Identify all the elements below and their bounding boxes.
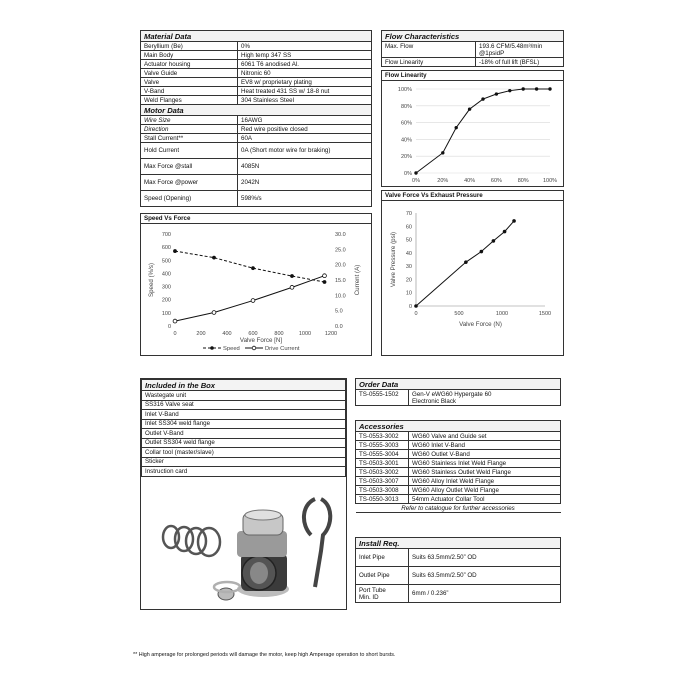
valve-ytick-label: 30 bbox=[405, 264, 412, 271]
order-row bbox=[356, 390, 561, 406]
speed-xtick-label: 0 bbox=[173, 331, 177, 337]
accessories-row bbox=[356, 468, 561, 477]
flow-point bbox=[414, 171, 417, 174]
current-ytick-label: 20.0 bbox=[335, 262, 346, 269]
flow-xtick-label: 80% bbox=[517, 178, 529, 184]
valve-ytick-label: 60 bbox=[405, 224, 412, 231]
speed-force-title: Speed Vs Force bbox=[141, 214, 371, 224]
accessories-value: WG60 Inlet V-Band bbox=[409, 441, 561, 450]
material-row bbox=[141, 87, 372, 96]
accessories-value: WG60 Alloy Outlet Weld Flange bbox=[409, 486, 561, 495]
included-box bbox=[140, 378, 347, 610]
current-ytick-label: 10.0 bbox=[335, 293, 346, 300]
install-key: Outlet Pipe bbox=[356, 567, 409, 585]
speed-point bbox=[323, 280, 327, 284]
flow-ytick-label: 40% bbox=[400, 137, 412, 144]
valve-ytick-label: 70 bbox=[405, 211, 412, 217]
flow-xtick-label: 40% bbox=[464, 178, 476, 184]
accessories-value: WG60 Alloy Inlet Weld Flange bbox=[409, 477, 561, 486]
motor-key: Stall Current** bbox=[141, 134, 238, 143]
legend-speed-marker bbox=[210, 346, 214, 350]
flow-ytick-label: 60% bbox=[400, 120, 412, 127]
valve-point bbox=[503, 230, 507, 234]
material-title: Material Data bbox=[141, 31, 372, 42]
install-row bbox=[356, 549, 561, 567]
install-value: Suits 63.5mm/2.50” OD bbox=[409, 567, 561, 585]
current-point bbox=[212, 311, 216, 315]
motor-key: Wire Size bbox=[141, 116, 238, 125]
motor-value: 60A bbox=[238, 134, 372, 143]
flow-ytick-label: 100% bbox=[397, 87, 412, 93]
speed-ytick-label: 300 bbox=[161, 284, 171, 291]
speed-xtick-label: 1200 bbox=[324, 331, 338, 337]
collar-tool-illustration bbox=[304, 499, 330, 587]
accessories-row bbox=[356, 486, 561, 495]
current-ytick-label: 30.0 bbox=[335, 232, 346, 238]
valve-point bbox=[464, 260, 468, 264]
flow-value: -18% of full lift (BFSL) bbox=[476, 58, 564, 67]
accessories-row bbox=[356, 450, 561, 459]
flow-linearity-plot bbox=[382, 81, 563, 187]
install-key: Inlet Pipe bbox=[356, 549, 409, 567]
valve-xtick-label: 1000 bbox=[495, 311, 509, 317]
speed-point bbox=[173, 249, 177, 253]
install-value: Suits 63.5mm/2.50” OD bbox=[409, 549, 561, 567]
current-point bbox=[251, 299, 255, 303]
current-point bbox=[323, 274, 327, 278]
current-ylabel: Current (A) bbox=[354, 264, 361, 296]
valve-ytick-label: 20 bbox=[405, 277, 412, 284]
speed-xtick-label: 600 bbox=[248, 331, 258, 337]
valve-point bbox=[492, 239, 496, 243]
included-item: Collar tool (master/slave) bbox=[142, 448, 346, 458]
motor-value: 16AWG bbox=[238, 116, 372, 125]
valve-xtick-label: 0 bbox=[414, 311, 418, 317]
material-row bbox=[141, 78, 372, 87]
motor-value: 0A (Short motor wire for braking) bbox=[238, 143, 372, 159]
accessories-value: WG60 Stainless Outlet Weld Flange bbox=[409, 468, 561, 477]
flow-row bbox=[382, 58, 564, 67]
legend-speed-label: Speed bbox=[223, 346, 240, 352]
valve-point bbox=[512, 219, 516, 223]
speed-xlabel: Valve Force [N] bbox=[239, 337, 283, 344]
footnote: ** High amperage for prolonged periods will damage the motor, keep high Amperage operation to short bursts. bbox=[133, 652, 396, 658]
included-item: SS316 Valve seat bbox=[142, 400, 346, 410]
install-title: Install Req. bbox=[356, 538, 561, 549]
install-row bbox=[356, 567, 561, 585]
flow-point bbox=[522, 87, 525, 90]
flow-point bbox=[481, 97, 484, 100]
included-item-row bbox=[142, 419, 346, 429]
valve-ytick-label: 40 bbox=[405, 250, 412, 257]
material-motor-table bbox=[140, 30, 372, 207]
flow-ytick-label: 0% bbox=[404, 171, 412, 177]
accessories-value: WG60 Valve and Guide set bbox=[409, 432, 561, 441]
included-item: Outlet V-Band bbox=[142, 429, 346, 439]
flow-point bbox=[535, 87, 538, 90]
order-title: Order Data bbox=[356, 379, 561, 390]
material-key: Weld Flanges bbox=[141, 96, 238, 105]
accessories-note-row bbox=[356, 504, 561, 513]
current-point bbox=[290, 285, 294, 289]
valve-ytick-label: 0 bbox=[408, 304, 412, 310]
current-ytick-label: 0.0 bbox=[335, 324, 343, 330]
flow-xtick-label: 60% bbox=[490, 178, 502, 184]
legend-current-marker bbox=[252, 346, 256, 350]
flow-table bbox=[381, 30, 564, 67]
accessories-table bbox=[355, 420, 561, 513]
flow-xtick-label: 20% bbox=[437, 178, 449, 184]
motor-value: 598%/s bbox=[238, 191, 372, 207]
flow-row bbox=[382, 42, 564, 58]
material-key: Main Body bbox=[141, 51, 238, 60]
accessories-key: TS-0503-3007 bbox=[356, 477, 409, 486]
accessories-header-row bbox=[356, 421, 561, 432]
valve-point bbox=[414, 304, 418, 308]
material-row bbox=[141, 69, 372, 78]
flow-linearity-chart bbox=[381, 70, 564, 187]
material-key: V-Band bbox=[141, 87, 238, 96]
accessories-key: TS-0555-3004 bbox=[356, 450, 409, 459]
flow-key: Max. Flow bbox=[382, 42, 476, 58]
motor-key: Max Force @power bbox=[141, 175, 238, 191]
included-item: Wastegate unit bbox=[142, 391, 346, 401]
motor-row bbox=[141, 143, 372, 159]
material-value: EV8 w/ proprietary plating bbox=[238, 78, 372, 87]
valve-ylabel: Valve Pressure (psi) bbox=[390, 231, 397, 288]
material-value: 0% bbox=[238, 42, 372, 51]
material-key: Valve Guide bbox=[141, 69, 238, 78]
material-key: Valve bbox=[141, 78, 238, 87]
product-photo bbox=[151, 491, 341, 609]
flow-linearity-title: Flow Linearity bbox=[382, 71, 563, 81]
material-row bbox=[141, 60, 372, 69]
install-row bbox=[356, 585, 561, 603]
included-item: Inlet V-Band bbox=[142, 410, 346, 420]
valve-ytick-label: 50 bbox=[405, 237, 412, 244]
speed-ytick-label: 200 bbox=[161, 297, 171, 304]
material-value: High temp 347 SS bbox=[238, 51, 372, 60]
install-table bbox=[355, 537, 561, 603]
accessories-row bbox=[356, 432, 561, 441]
included-item-row bbox=[142, 457, 346, 467]
flow-series-line bbox=[416, 89, 550, 173]
speed-xtick-label: 1000 bbox=[298, 331, 312, 337]
speed-force-chart bbox=[140, 213, 372, 356]
speed-xtick-label: 200 bbox=[196, 331, 206, 337]
accessories-row bbox=[356, 459, 561, 468]
flow-point bbox=[548, 87, 551, 90]
motor-row bbox=[141, 175, 372, 191]
speed-ytick-label: 100 bbox=[161, 310, 171, 317]
flow-header-row bbox=[382, 31, 564, 42]
included-item-row bbox=[142, 429, 346, 439]
speed-ylabel: Speed (%/s) bbox=[148, 262, 155, 298]
install-header-row bbox=[356, 538, 561, 549]
material-row bbox=[141, 42, 372, 51]
motor-header-row bbox=[141, 105, 372, 116]
motor-value: 4085N bbox=[238, 159, 372, 175]
wastegate-illustration bbox=[218, 510, 289, 600]
motor-row bbox=[141, 191, 372, 207]
current-ytick-label: 25.0 bbox=[335, 247, 346, 254]
motor-row bbox=[141, 116, 372, 125]
motor-value: Red wire positive closed bbox=[238, 125, 372, 134]
current-ytick-label: 15.0 bbox=[335, 278, 346, 284]
material-value: Nitronic 60 bbox=[238, 69, 372, 78]
speed-ytick-label: 600 bbox=[161, 245, 171, 252]
valve-pressure-chart bbox=[381, 190, 564, 356]
speed-point bbox=[290, 274, 294, 278]
valve-point bbox=[480, 250, 484, 254]
included-item: Instruction card bbox=[142, 467, 346, 477]
current-point bbox=[173, 319, 177, 323]
speed-ytick-label: 0 bbox=[167, 324, 171, 330]
speed-xtick-label: 400 bbox=[222, 331, 232, 337]
vband-clamps-illustration bbox=[163, 526, 240, 592]
speed-ytick-label: 400 bbox=[161, 271, 171, 278]
legend-current-label: Drive Current bbox=[265, 346, 300, 352]
flow-xtick-label: 100% bbox=[542, 178, 558, 184]
speed-point bbox=[212, 256, 216, 260]
accessories-row bbox=[356, 441, 561, 450]
accessories-key: TS-0503-3008 bbox=[356, 486, 409, 495]
flow-value: 193.6 CFM/5.48m³/min @1psidP bbox=[476, 42, 564, 58]
included-item-row bbox=[142, 448, 346, 458]
valve-xtick-label: 1500 bbox=[538, 311, 552, 317]
speed-ytick-label: 500 bbox=[161, 258, 171, 265]
motor-row bbox=[141, 159, 372, 175]
order-header-row bbox=[356, 379, 561, 390]
accessories-key: TS-0553-3002 bbox=[356, 432, 409, 441]
motor-key: Speed (Opening) bbox=[141, 191, 238, 207]
motor-title: Motor Data bbox=[141, 105, 372, 116]
accessories-key: TS-0503-3002 bbox=[356, 468, 409, 477]
flow-point bbox=[468, 107, 471, 110]
material-key: Actuator housing bbox=[141, 60, 238, 69]
motor-value: 2042N bbox=[238, 175, 372, 191]
valve-ytick-label: 10 bbox=[405, 290, 412, 297]
included-item-row bbox=[142, 410, 346, 420]
order-table bbox=[355, 378, 561, 406]
included-item: Inlet SS304 weld flange bbox=[142, 419, 346, 429]
order-value: Gen-V eWG60 Hypergate 60 Electronic Black bbox=[409, 390, 561, 406]
material-row bbox=[141, 51, 372, 60]
speed-series-line bbox=[175, 251, 325, 282]
valve-pressure-plot bbox=[382, 201, 563, 356]
included-item-row bbox=[142, 438, 346, 448]
accessories-key: TS-0550-3013 bbox=[356, 495, 409, 504]
material-header-row bbox=[141, 31, 372, 42]
material-row bbox=[141, 96, 372, 105]
accessories-title: Accessories bbox=[356, 421, 561, 432]
valve-pressure-title: Valve Force Vs Exhaust Pressure bbox=[382, 191, 563, 201]
accessories-note: Refer to catalogue for further accessories bbox=[356, 504, 561, 513]
flow-point bbox=[441, 151, 444, 154]
included-item: Sticker bbox=[142, 457, 346, 467]
valve-xtick-label: 500 bbox=[454, 311, 464, 317]
speed-point bbox=[251, 266, 255, 270]
included-title: Included in the Box bbox=[142, 380, 346, 391]
install-key: Port Tube Min. ID bbox=[356, 585, 409, 603]
flow-xtick-label: 0% bbox=[412, 178, 420, 184]
flow-ytick-label: 20% bbox=[400, 154, 412, 161]
included-item: Outlet SS304 weld flange bbox=[142, 438, 346, 448]
current-ytick-label: 5.0 bbox=[335, 308, 343, 315]
material-value: 304 Stainless Steel bbox=[238, 96, 372, 105]
included-item-row bbox=[142, 391, 346, 401]
material-key: Beryllium (Be) bbox=[141, 42, 238, 51]
speed-ytick-label: 700 bbox=[161, 232, 171, 238]
motor-row bbox=[141, 134, 372, 143]
flow-point bbox=[508, 89, 511, 92]
speed-xtick-label: 800 bbox=[274, 331, 284, 337]
included-item-row bbox=[142, 400, 346, 410]
valve-xlabel: Valve Force (N) bbox=[459, 321, 502, 328]
material-value: Heat treated 431 SS w/ 18-8 nut bbox=[238, 87, 372, 96]
motor-key: Hold Current bbox=[141, 143, 238, 159]
flow-key: Flow Linearity bbox=[382, 58, 476, 67]
accessories-key: TS-0503-3001 bbox=[356, 459, 409, 468]
included-header-row bbox=[142, 380, 346, 391]
flow-point bbox=[495, 92, 498, 95]
speed-force-plot bbox=[141, 224, 371, 355]
motor-key: Max Force @stall bbox=[141, 159, 238, 175]
accessories-value: 54mm Actuator Collar Tool bbox=[409, 495, 561, 504]
order-key: TS-0555-1502 bbox=[356, 390, 409, 406]
included-item-row bbox=[142, 467, 346, 477]
accessories-row bbox=[356, 477, 561, 486]
material-value: 6061 T6 anodised Al. bbox=[238, 60, 372, 69]
current-series-line bbox=[175, 276, 325, 321]
flow-ytick-label: 80% bbox=[400, 103, 412, 110]
motor-row bbox=[141, 125, 372, 134]
accessories-value: WG60 Outlet V-Band bbox=[409, 450, 561, 459]
install-value: 6mm / 0.236” bbox=[409, 585, 561, 603]
accessories-value: WG60 Stainless Inlet Weld Flange bbox=[409, 459, 561, 468]
accessories-key: TS-0555-3003 bbox=[356, 441, 409, 450]
flow-point bbox=[455, 126, 458, 129]
accessories-row bbox=[356, 495, 561, 504]
flow-title: Flow Characteristics bbox=[382, 31, 564, 42]
motor-key: Direction bbox=[141, 125, 238, 134]
